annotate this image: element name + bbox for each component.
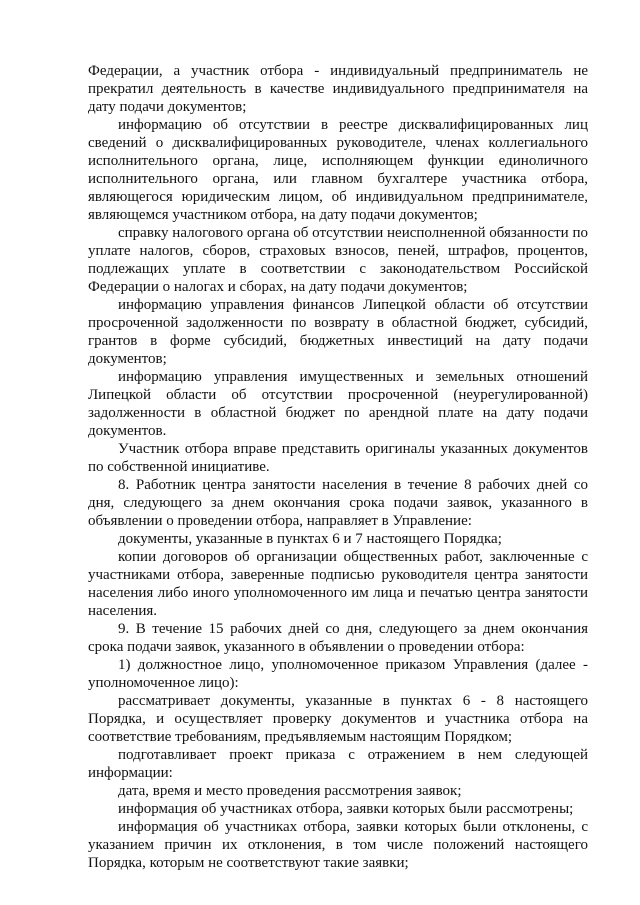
paragraph: Участник отбора вправе представить оригиналы указанных документов по собственной инициативе. — [88, 441, 588, 475]
paragraph: копии договоров об организации общественных работ, заключенные с участниками отбора, заверенные подписью руководителя центра занятости населения либо иного уполномоченного им лица и печатью центра занятости населения. — [88, 549, 588, 619]
paragraph: 8. Работник центра занятости населения в течение 8 рабочих дней со дня, следующего за днем окончания срока подачи заявок, указанного в объявлении о проведении отбора, направляет в Управление: — [88, 477, 588, 529]
paragraph: информация об участниках отбора, заявки которых были рассмотрены; — [118, 801, 574, 817]
paragraph: 1) должностное лицо, уполномоченное приказом Управления (далее - уполномоченное лицо): — [88, 657, 588, 691]
document-body — [88, 62, 588, 872]
paragraph: информацию управления финансов Липецкой области об отсутствии просроченной задолженности по возврату в областной бюджет, субсидий, грантов в форме субсидий, бюджетных инвестиций на дату подачи документов; — [88, 297, 588, 367]
paragraph: справку налогового органа об отсутствии неисполненной обязанности по уплате налогов, сборов, страховых взносов, пеней, штрафов, процентов, подлежащих уплате в соответствии с законодательством Российской Федерации о налогах и сборах, на дату подачи документов; — [88, 225, 588, 295]
paragraph: информацию управления имущественных и земельных отношений Липецкой области об отсутствии просроченной (неурегулированной) задолженности в областной бюджет по арендной плате на дату подачи документов. — [88, 369, 588, 439]
paragraph: подготавливает проект приказа с отражением в нем следующей информации: — [88, 747, 588, 781]
paragraph: Федерации, а участник отбора - индивидуальный предприниматель не прекратил деятельность в качестве индивидуального предпринимателя на дату подачи документов; — [88, 63, 588, 115]
paragraph: дата, время и место проведения рассмотрения заявок; — [118, 783, 462, 799]
paragraph: рассматривает документы, указанные в пунктах 6 - 8 настоящего Порядка, и осуществляет проверку документов и участника отбора на соответствие требованиям, предъявляемым настоящим Порядком; — [88, 693, 588, 745]
paragraph: информация об участниках отбора, заявки которых были отклонены, с указанием причин их отклонения, в том числе положений настоящего Порядка, которым не соответствуют такие заявки; — [88, 819, 588, 871]
paragraph: информацию об отсутствии в реестре дисквалифицированных лиц сведений о дисквалифицированных руководителе, членах коллегиального исполнительного органа, лице, исполняющем функции единоличного исполнительного органа, или главном бухгалтере участника отбора, являющегося юридическим лицом, об индивидуальном предпринимателе, являющемся участником отбора, на дату подачи документов; — [88, 117, 588, 223]
paragraph: 9. В течение 15 рабочих дней со дня, следующего за днем окончания срока подачи заявок, указанного в объявлении о проведении отбора: — [88, 621, 588, 655]
paragraph: документы, указанные в пунктах 6 и 7 настоящего Порядка; — [118, 531, 502, 547]
